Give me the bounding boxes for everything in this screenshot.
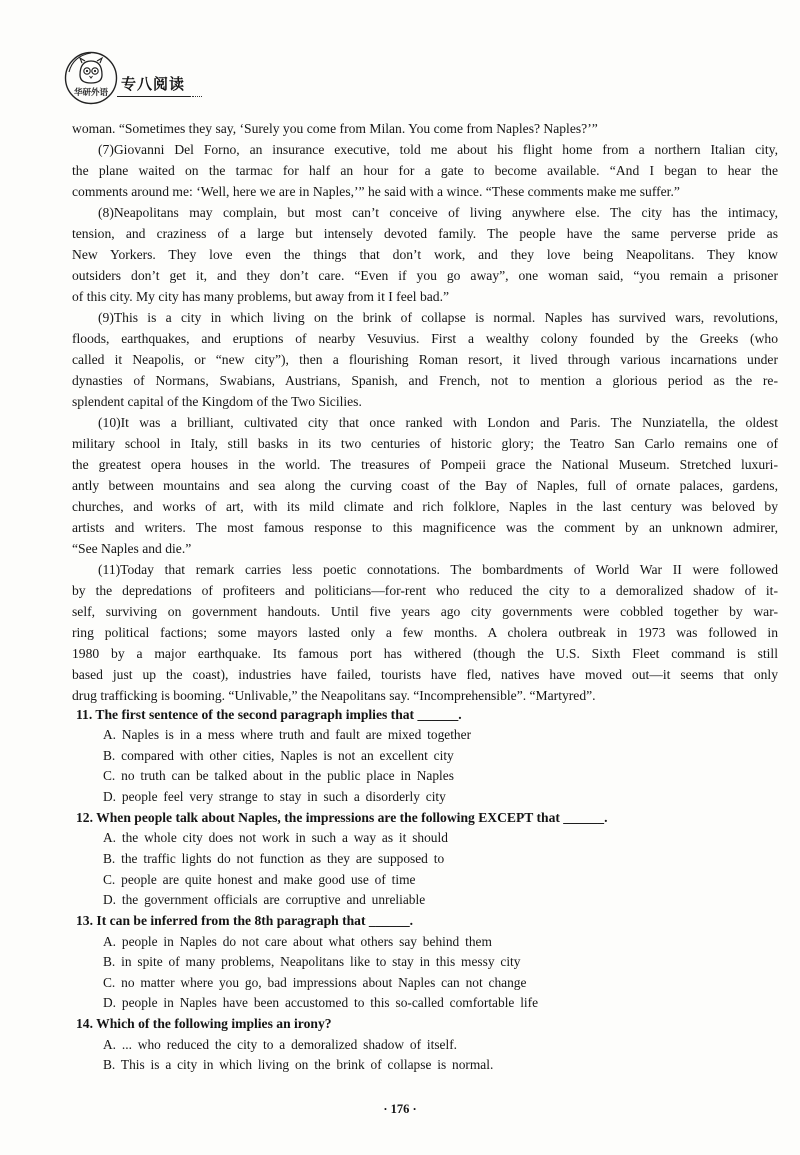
option-d — [76, 993, 778, 1014]
option-b — [76, 952, 778, 973]
question-stem — [76, 705, 778, 726]
option-text: This is a city in which living on the brink of collapse is normal. — [120, 1057, 494, 1073]
mascot-icon — [80, 58, 102, 83]
option-a — [76, 932, 778, 953]
option-text: Naples is in a mess where truth and fault are mixed together — [121, 727, 472, 743]
paragraph-11 — [72, 559, 778, 706]
option-text: the government officials are corruptive and unreliable — [121, 892, 426, 908]
passage-line: (9)This is a city in which living on the brink of collapse is normal. Naples has survived wars, revolutions, — [98, 309, 778, 325]
passage-line: (10)It was a brilliant, cultivated city that once ranked with London and Paris. The Nunziatella, the oldest — [98, 414, 778, 430]
passage-line: dynasties of Normans, Swabians, Austrians, Spanish, and French, not to mention a glorious period as the re- — [72, 372, 778, 388]
option-text: people in Naples have been accustomed to this so-called comfortable life — [121, 995, 539, 1011]
header-rule-dots — [192, 96, 202, 97]
question-text: Which of the following implies an irony? — [96, 1016, 332, 1032]
passage-line: “See Naples and die.” — [72, 540, 192, 556]
logo-text: 华研外语 — [73, 88, 109, 98]
paragraph-9 — [72, 307, 778, 412]
passage-line: New Yorkers. They love even the things that don’t work, and they love being Neapolitans. They know — [72, 246, 778, 262]
question-number: 11. — [76, 706, 93, 722]
passage-line: ring political factions; some mayors lasted only a few months. A cholera outbreak in 1973 was followed in — [72, 624, 778, 640]
question-number: 14. — [76, 1016, 93, 1032]
paragraph-7 — [72, 139, 778, 202]
logo — [63, 50, 119, 106]
passage-line: comments around me: ‘Well, here we are in Naples,’” he said with a wince. “These comments make me suffer.” — [72, 183, 680, 199]
option-text: no truth can be talked about in the public place in Naples — [121, 768, 454, 784]
section-title: 专八阅读 — [121, 75, 186, 93]
option-b — [76, 1055, 778, 1076]
option-letter: B. — [103, 850, 116, 866]
option-b — [76, 849, 778, 870]
paragraph-10 — [72, 412, 778, 559]
passage-line: floods, earthquakes, and eruptions of nearby Vesuvius. First a wealthy colony founded by the Greeks (who — [72, 330, 778, 346]
option-c — [76, 766, 778, 787]
option-text: people feel very strange to stay in such a disorderly city — [121, 789, 446, 805]
option-text: ... who reduced the city to a demoralized shadow of itself. — [121, 1036, 458, 1052]
passage-line: (11)Today that remark carries less poetic connotations. The bombardments of World War II were followed — [98, 561, 778, 577]
question-13 — [76, 911, 778, 1014]
page-number: · 176 · — [383, 1102, 417, 1116]
passage-line: outsiders don’t get it, and they don’t care. “Even if you go away”, one woman said, “you remain a prisoner — [72, 267, 778, 283]
question-stem — [76, 808, 778, 829]
question-14 — [76, 1014, 778, 1076]
option-text: people in Naples do not care about what others say behind them — [121, 933, 492, 949]
option-letter: C. — [103, 974, 116, 990]
option-c — [76, 973, 778, 994]
passage-line: based just up the coast), industries have failed, tourists have fled, natives have moved out—it seems that only — [72, 666, 778, 682]
option-a — [76, 725, 778, 746]
option-text: the whole city does not work in such a way as it should — [121, 830, 448, 846]
option-letter: C. — [103, 871, 116, 887]
passage — [72, 118, 778, 706]
question-text: The first sentence of the second paragraph implies that ______. — [95, 706, 462, 722]
question-11 — [76, 705, 778, 808]
question-text: When people talk about Naples, the impressions are the following EXCEPT that ______. — [96, 809, 608, 825]
paragraph-8 — [72, 202, 778, 307]
option-c — [76, 870, 778, 891]
passage-line: of this city. My city has many problems, but away from it I feel bad.” — [72, 288, 450, 304]
passage-line: woman. “Sometimes they say, ‘Surely you come from Milan. You come from Naples? Naples?’” — [72, 120, 598, 136]
passage-line: splendent capital of the Kingdom of the Two Sicilies. — [72, 393, 362, 409]
option-d — [76, 890, 778, 911]
option-letter: A. — [103, 933, 117, 949]
option-a — [76, 828, 778, 849]
option-letter: B. — [103, 747, 116, 763]
option-text: compared with other cities, Naples is not an excellent city — [121, 747, 454, 763]
option-text: in spite of many problems, Neapolitans like to stay in this messy city — [121, 954, 521, 970]
option-letter: A. — [103, 1036, 117, 1052]
option-letter: D. — [103, 789, 117, 805]
paragraph-6-tail — [72, 118, 778, 139]
passage-line: called it Neapolis, or “new city”), then a flourishing Roman resort, it lived through various incarnations under — [72, 351, 778, 367]
passage-line: tension, and craziness of a large but intensely devoted family. The people have the same perverse pride as — [72, 225, 778, 241]
passage-line: the plane waited on the tarmac for half an hour for a gate to become available. “And I began to hear the — [72, 162, 778, 178]
question-number: 13. — [76, 912, 93, 928]
passage-line: military school in Italy, still basks in its two centuries of historic glory; the Teatro San Carlo remains one of — [72, 435, 778, 451]
passage-line: 1980 by a major earthquake. Its famous port has withered (though the U.S. Sixth Fleet command is still — [72, 645, 778, 661]
option-b — [76, 746, 778, 767]
option-letter: D. — [103, 892, 117, 908]
question-stem — [76, 1014, 778, 1035]
option-text: no matter where you go, bad impressions about Naples can not change — [121, 974, 527, 990]
passage-line: (8)Neapolitans may complain, but most can’t conceive of living anywhere else. The city has the intimacy, — [98, 204, 778, 220]
option-letter: B. — [103, 1057, 116, 1073]
option-text: the traffic lights do not function as they are supposed to — [121, 850, 445, 866]
passage-line: antly between mountains and sea along the curving coast of the Bay of Naples, full of ornate palaces, gardens, — [72, 477, 778, 493]
option-letter: A. — [103, 830, 117, 846]
header-rule — [117, 96, 191, 97]
question-stem — [76, 911, 778, 932]
option-d — [76, 787, 778, 808]
question-12 — [76, 808, 778, 911]
passage-line: (7)Giovanni Del Forno, an insurance executive, told me about his flight home from a northern Italian city, — [98, 141, 778, 157]
option-letter: A. — [103, 727, 117, 743]
questions — [76, 705, 778, 1077]
question-text: It can be inferred from the 8th paragraph that ______. — [96, 912, 414, 928]
passage-line: the greatest opera houses in the world. The treasures of Pompeii grace the National Museum. Stretched luxuri- — [72, 456, 778, 472]
passage-line: by the depredations of profiteers and politicians—for-rent who reduced the city to a demoralized shadow of it- — [72, 582, 778, 598]
passage-line: drug trafficking is booming. “Unlivable,” the Neapolitans say. “Incomprehensible”. “Martyred”. — [72, 687, 596, 703]
passage-line: artists and writers. The most famous response to this magnificence was the comment by an unknown admirer, — [72, 519, 778, 535]
option-letter: C. — [103, 768, 116, 784]
option-text: people are quite honest and make good use of time — [121, 871, 416, 887]
option-letter: D. — [103, 995, 117, 1011]
question-number: 12. — [76, 809, 93, 825]
passage-line: churches, and works of art, with its mild climate and rich folklore, Naples in the last century was beloved by — [72, 498, 778, 514]
option-a — [76, 1035, 778, 1056]
option-letter: B. — [103, 954, 116, 970]
passage-line: self, surviving on government handouts. Until five years ago city governments were cobbled together by war- — [72, 603, 778, 619]
